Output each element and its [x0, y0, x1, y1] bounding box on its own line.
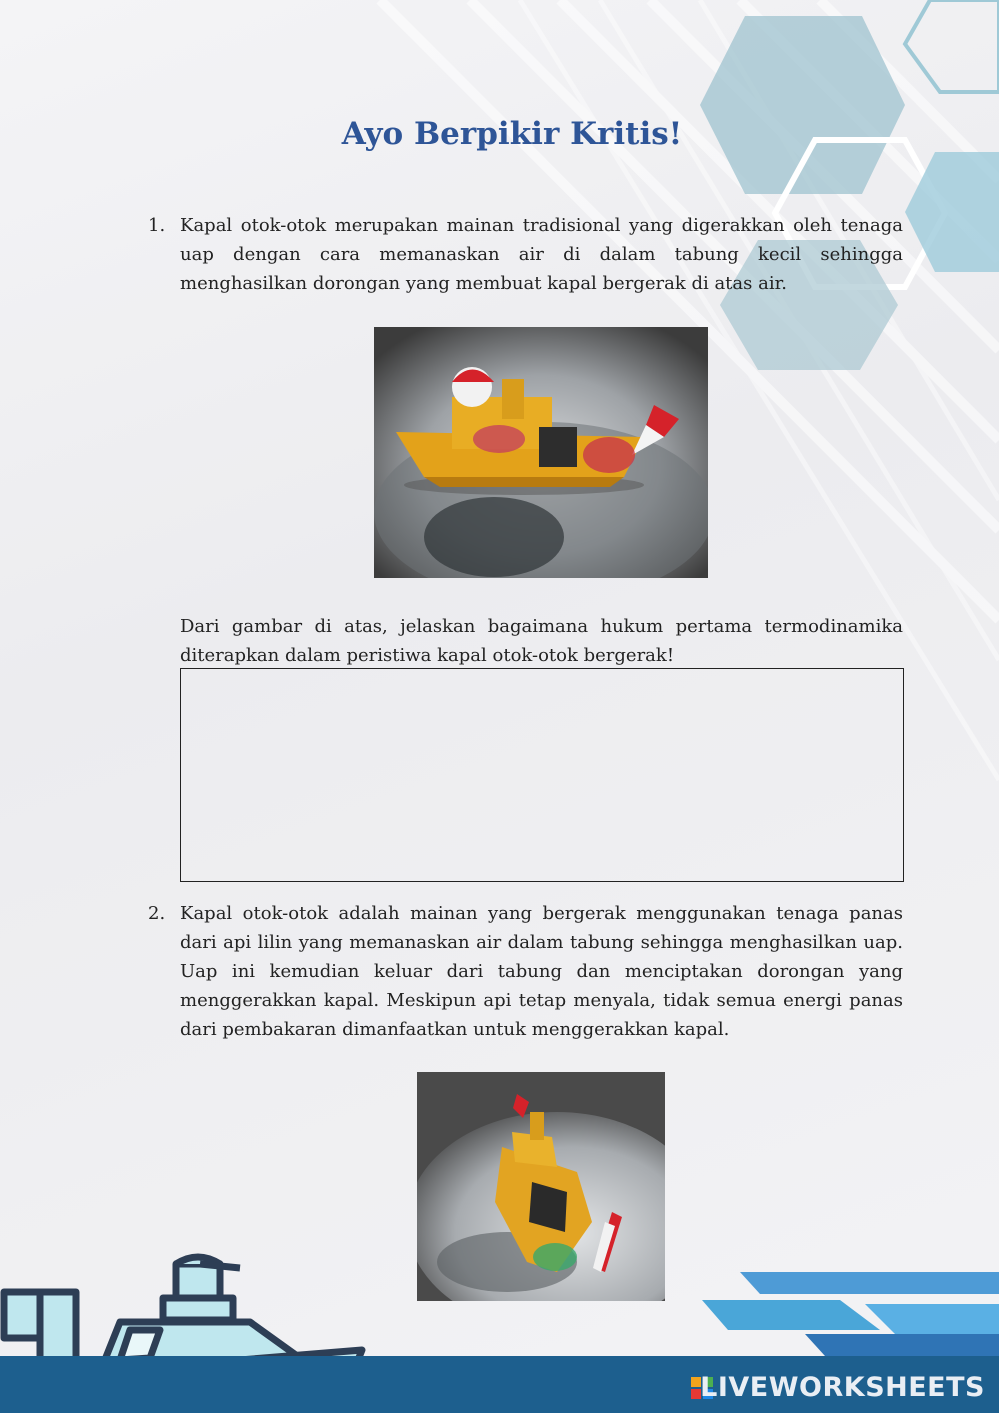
- question-1-text: Kapal otok-otok merupakan mainan tradisional yang digerakkan oleh tenaga uap dengan cara memanaskan air di dalam tabung kecil sehingga menghasilkan dorongan yang membuat kapal bergerak di atas air.: [180, 215, 903, 294]
- boat-photo-1: [374, 327, 708, 578]
- brand-name[interactable]: LIVEWORKSHEETS: [700, 1372, 985, 1403]
- question-2-text: Kapal otok-otok adalah mainan yang bergerak menggunakan tenaga panas dari api lilin yang memanaskan air dalam tabung sehingga menghasilkan uap. Uap ini kemudian keluar dari tabung dan menciptakan dorongan yang menggerakkan kapal. Meskipun api tetap menyala, tidak semua energi panas dari pembakaran dimanfaatkan untuk menggerakkan kapal.: [180, 903, 903, 1040]
- question-1-prompt: Dari gambar di atas, jelaskan bagaimana hukum pertama termodinamika diterapkan dalam peristiwa kapal otok-otok bergerak!: [180, 616, 903, 666]
- page-title: Ayo Berpikir Kritis!: [341, 116, 683, 152]
- question-2-number: 2.: [148, 903, 166, 924]
- footer-stripes: [690, 1272, 999, 1362]
- answer-box[interactable]: [180, 668, 904, 882]
- question-1-number: 1.: [148, 215, 166, 236]
- boat-photo-2: [417, 1072, 665, 1301]
